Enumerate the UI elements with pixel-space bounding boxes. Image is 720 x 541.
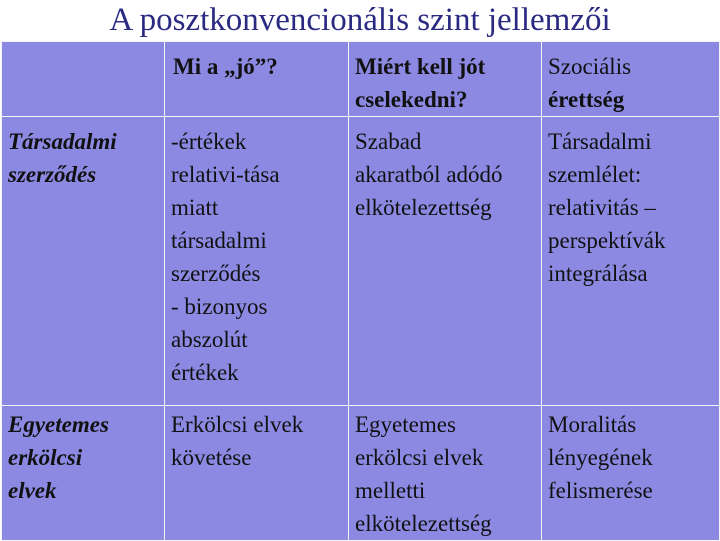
cell-line: Szabad [355,129,422,154]
cell-line: értékek [171,360,239,385]
header-row [2,42,720,117]
cell-line: perspektívák [548,228,666,253]
header-cell-why-do-good [349,42,542,117]
cell-line: szerződés [171,261,261,286]
row-label-line: Társadalmi [8,129,117,154]
cell-line: elkötelezettség [355,511,492,536]
row-label-line: Egyetemes [8,412,109,437]
header-line hdr: érettség [548,87,625,112]
cell-line: -értékek [171,129,247,154]
empty-corner-cell [2,42,165,117]
row-label-line: szerződés [8,162,97,187]
cell-line: relativitás – [548,195,656,220]
comparison-table [1,41,720,541]
header-line: Szociális [548,54,632,79]
cell-line: társadalmi [171,228,267,253]
cell-line: Moralitás [548,412,637,437]
header-cell-what-is-good [165,42,349,117]
cell-social-contract-why [349,117,542,406]
cell-line: elkötelezettség [355,195,492,220]
cell-universal-good [165,406,349,541]
cell-social-contract-maturity [542,117,720,406]
cell-line: követése [171,445,252,470]
cell-line: abszolút [171,327,248,352]
cell-universal-why [349,406,542,541]
cell-line: Erkölcsi elvek [171,412,304,437]
row-label-social-contract [2,117,165,406]
row-label-universal-principles [2,406,165,541]
cell-line: erkölcsi elvek [355,445,484,470]
cell-line: miatt [171,195,219,220]
cell-line: - bizonyos [171,294,268,319]
header-line: Miért kell jót [355,54,486,79]
cell-line: melletti [355,478,426,503]
cell-line: Egyetemes [355,412,456,437]
slide-title: A posztkonvencionális szint jellemzői [109,2,611,38]
cell-line: akaratból adódó [355,162,503,187]
header-cell-social-maturity [542,42,720,117]
row-label-line: elvek [8,478,57,503]
cell-universal-maturity [542,406,720,541]
table-row-social-contract [2,117,720,406]
table-row-universal-principles [2,406,720,541]
header-line: cselekedni? [355,87,468,112]
header-line: Mi a „jó”? [173,54,278,79]
cell-line: felismerése [548,478,653,503]
cell-line: lényegének [548,445,653,470]
cell-line: Társadalmi [548,129,652,154]
row-label-line: erkölcsi [8,445,83,470]
cell-line: relativi-tása [171,162,280,187]
cell-line: integrálása [548,261,648,286]
cell-social-contract-good [165,117,349,406]
cell-line: szemlélet: [548,162,642,187]
